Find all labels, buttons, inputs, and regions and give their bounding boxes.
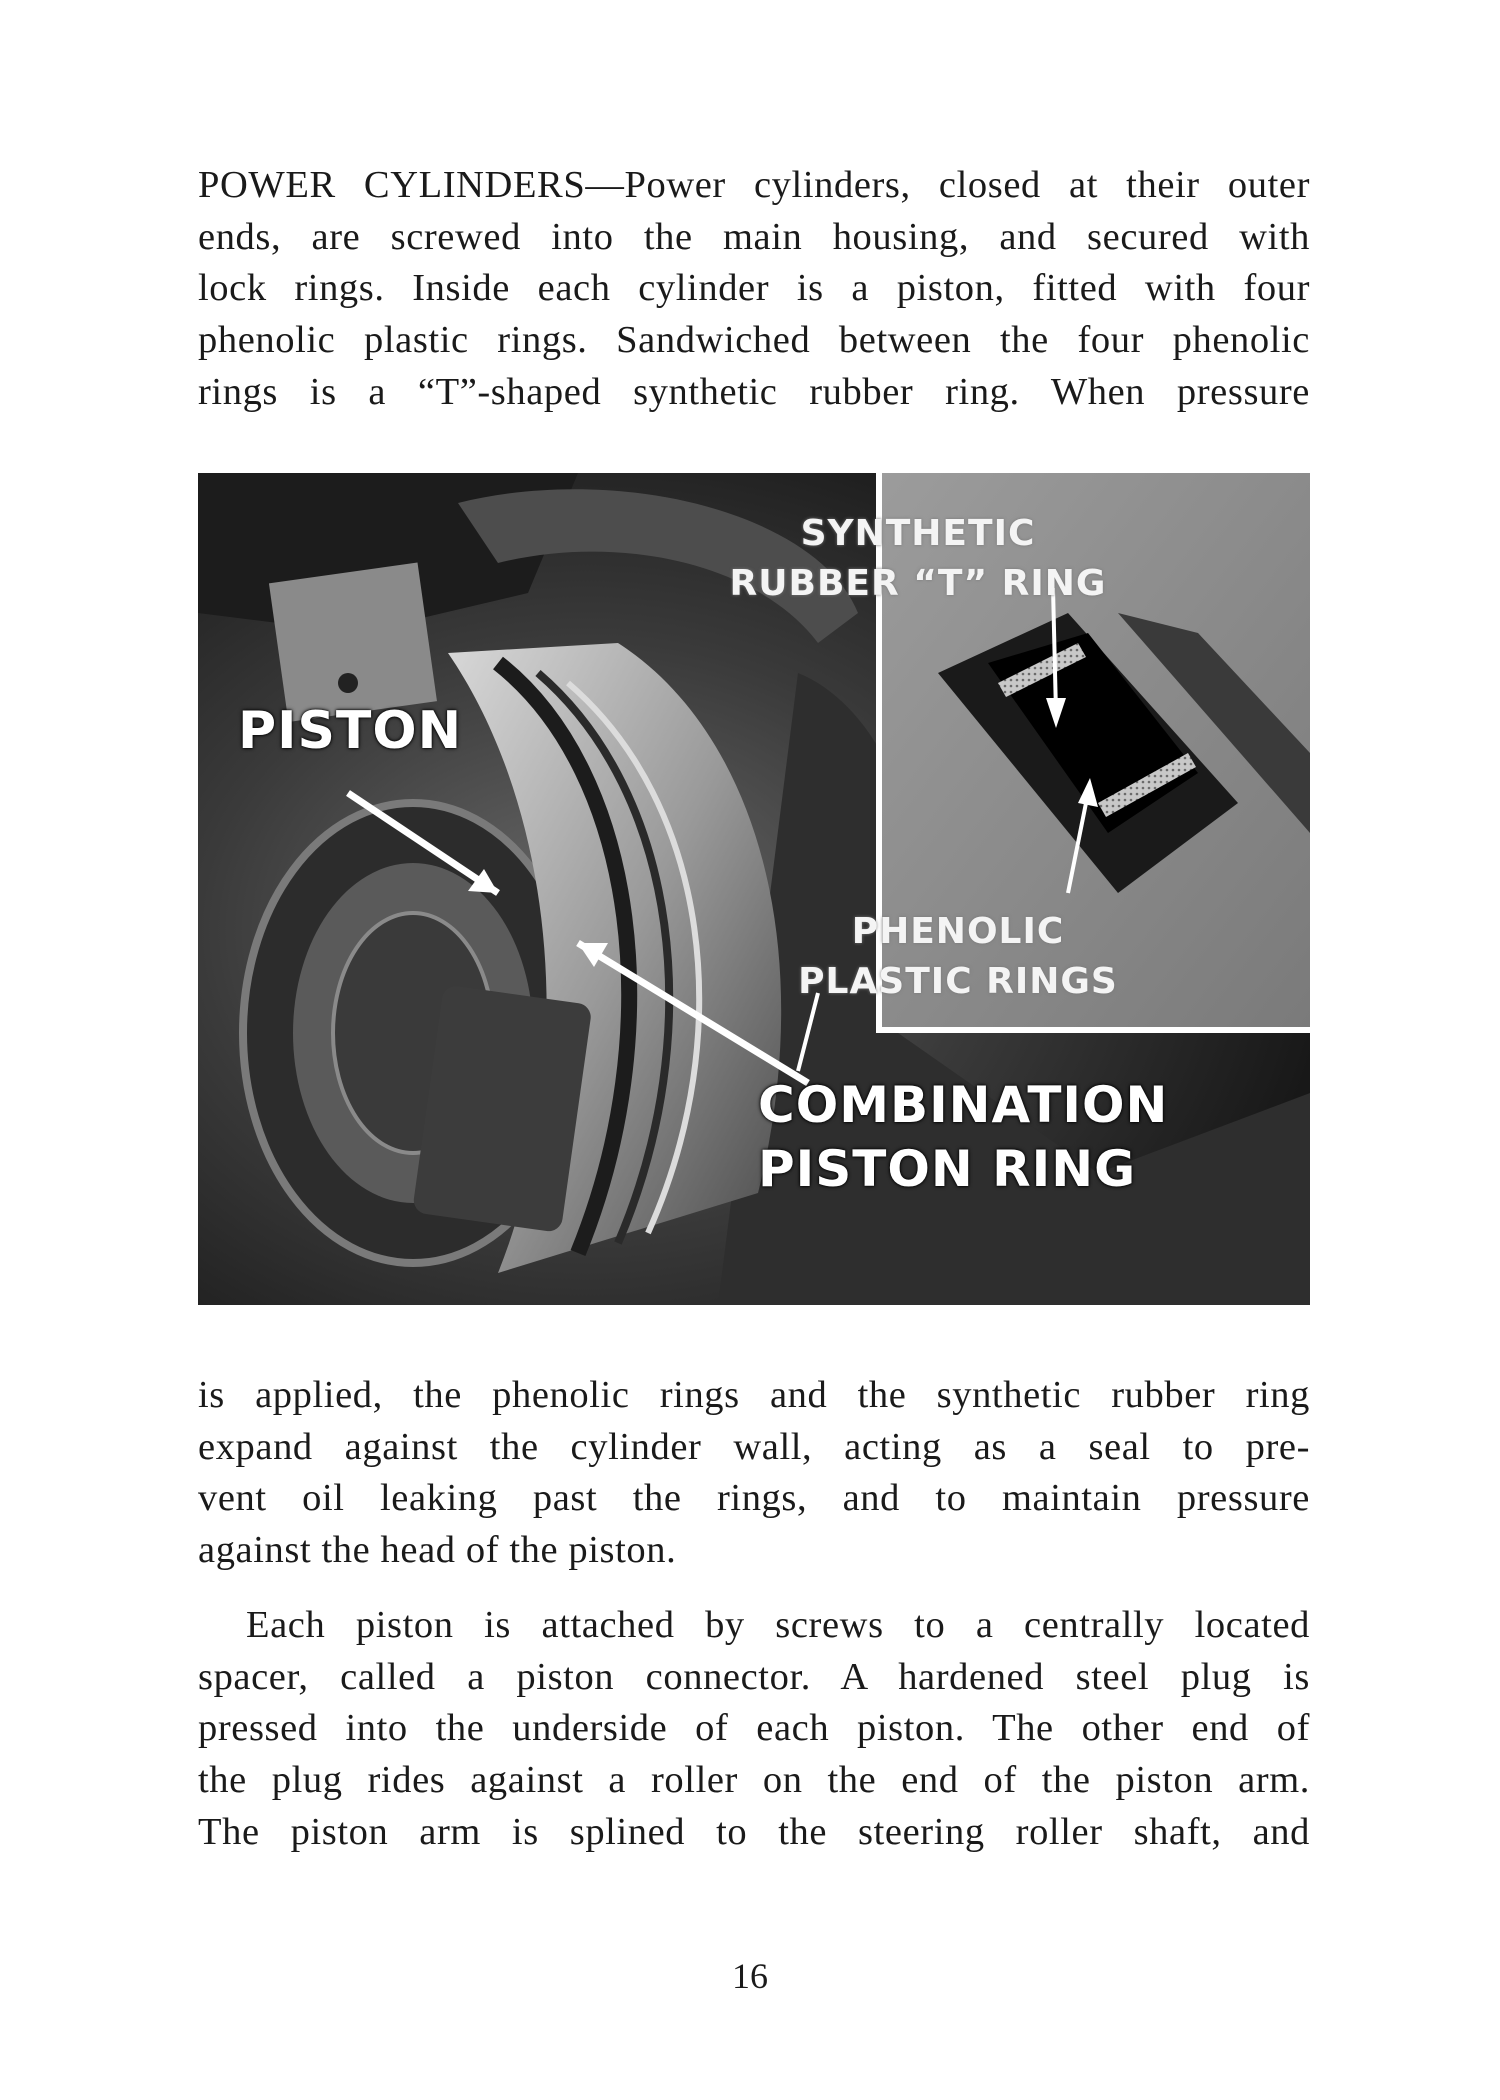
label-piston: PISTON <box>238 701 463 761</box>
piston-photo-figure <box>198 473 1310 1305</box>
paragraph-pressure-applied <box>198 1370 1310 1577</box>
label-line: RUBBER “T” RING <box>729 563 1107 604</box>
text-line: lock rings. Inside each cylinder is a piston, fitted with four <box>198 267 1310 310</box>
paragraph-power-cylinders <box>198 160 1310 419</box>
label-line: PHENOLIC <box>851 911 1065 952</box>
text-line: ends, are screwed into the main housing, and secured with <box>198 215 1310 258</box>
text-line: rings is a “T”-shaped synthetic rubber ring. When pressure <box>198 370 1310 413</box>
text-line: expand against the cylinder wall, acting as a seal to pre- <box>198 1425 1310 1468</box>
text-line: vent oil leaking past the rings, and to maintain pressure <box>198 1477 1310 1520</box>
text-line: phenolic plastic rings. Sandwiched between the four phenolic <box>198 319 1310 362</box>
text-line: POWER CYLINDERS—Power cylinders, closed at their outer <box>198 164 1310 206</box>
label-line: COMBINATION <box>758 1076 1169 1134</box>
label-line: SYNTHETIC <box>800 513 1036 554</box>
paragraph-piston-connector <box>198 1600 1310 1859</box>
text-line: pressed into the underside of each piston. The other end of <box>198 1707 1310 1750</box>
label-combination-piston-ring <box>758 1073 1168 1201</box>
label-synthetic-rubber-ring <box>728 509 1108 609</box>
text-line: the plug rides against a roller on the end of the piston arm. <box>198 1759 1310 1802</box>
text-line: against the head of the piston. <box>198 1529 677 1572</box>
page-number: 16 <box>732 1956 768 1996</box>
text-line: The piston arm is splined to the steering roller shaft, and <box>198 1810 1310 1853</box>
label-line: PLASTIC RINGS <box>798 961 1118 1002</box>
label-line: PISTON RING <box>758 1140 1137 1198</box>
text-line: Each piston is attached by screws to a centrally located <box>246 1604 1310 1646</box>
label-phenolic-plastic-rings <box>748 907 1168 1007</box>
text-line: spacer, called a piston connector. A hardened steel plug is <box>198 1655 1310 1698</box>
text-line: is applied, the phenolic rings and the synthetic rubber ring <box>198 1374 1310 1416</box>
